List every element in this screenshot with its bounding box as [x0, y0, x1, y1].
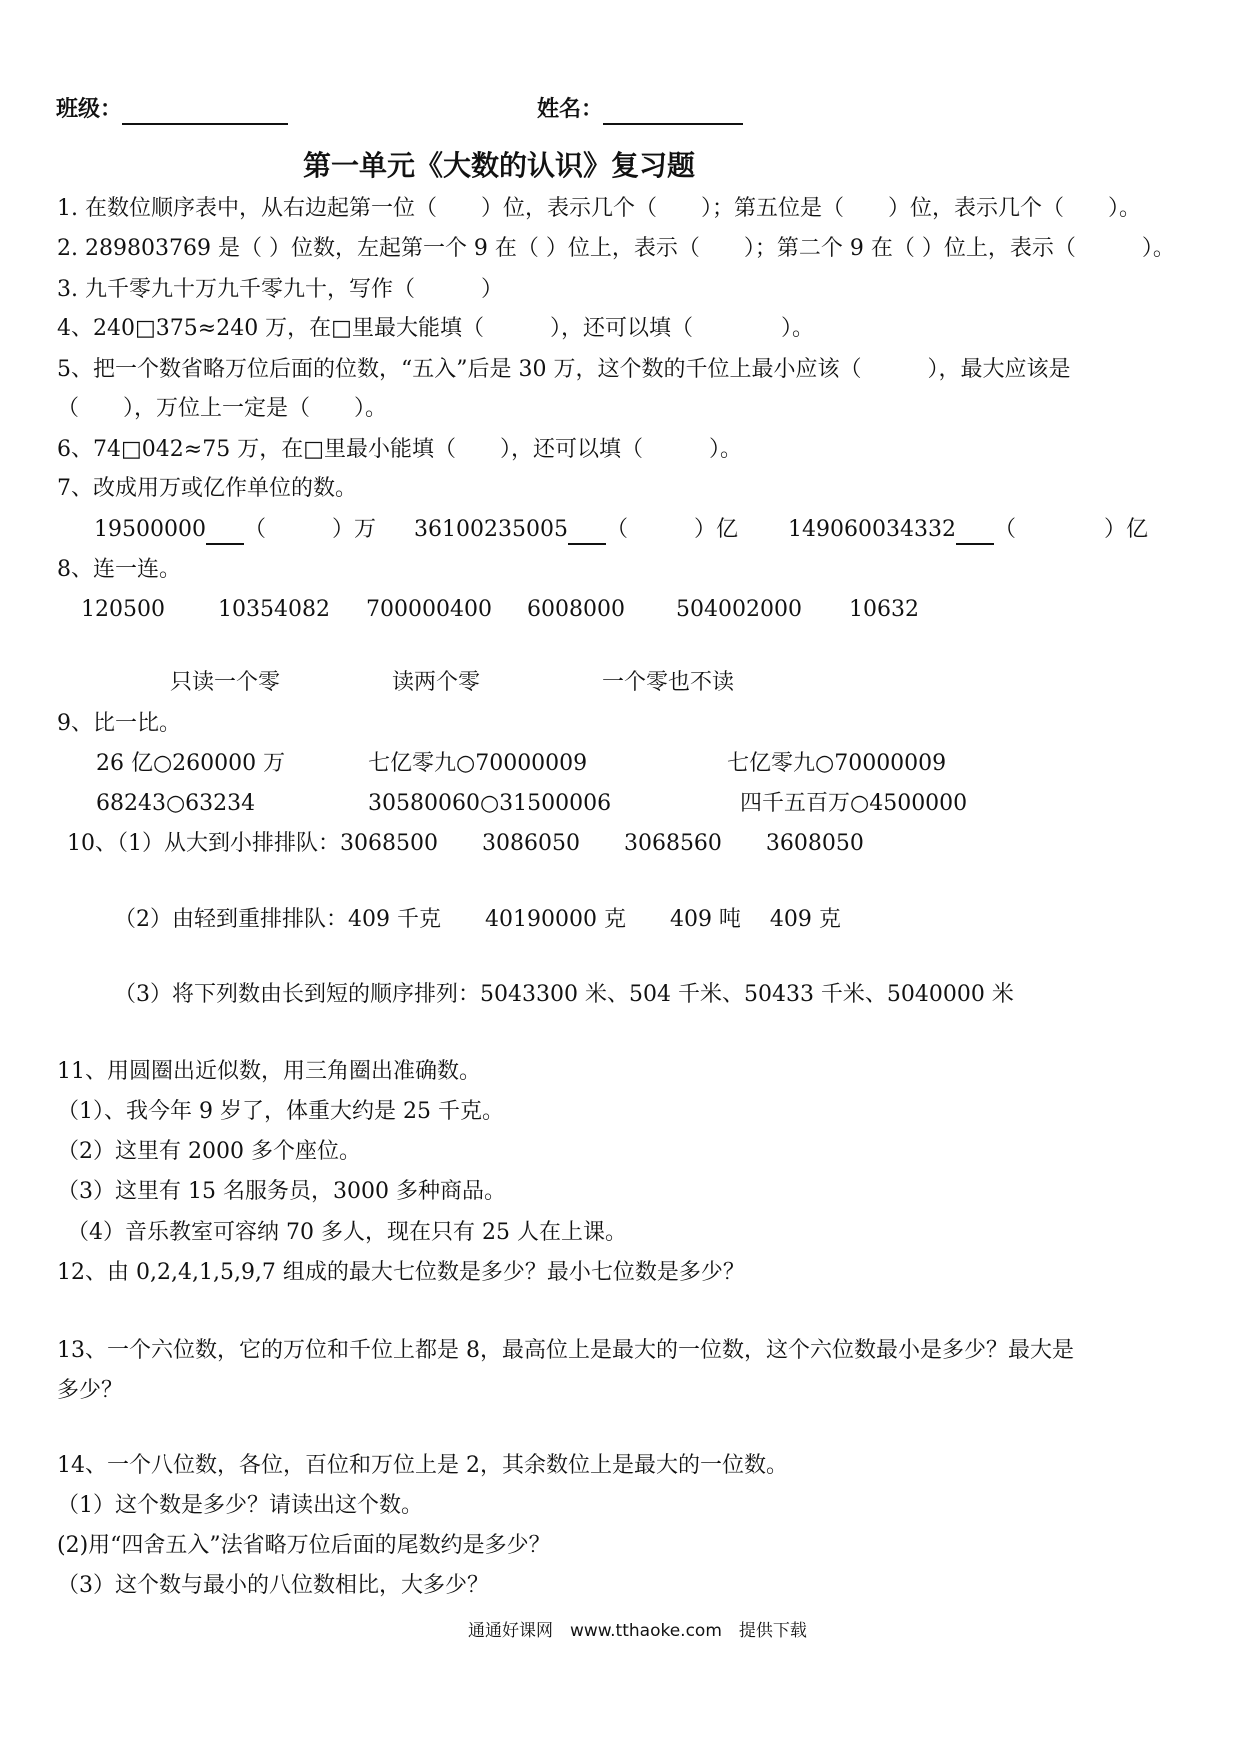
- question-5-line-1: 5、把一个数省略万位后面的位数，“五入”后是 30 万，这个数的千位上最小应该（ ），最大应该是: [57, 357, 1071, 382]
- q7-item-2: [414, 515, 738, 545]
- q8-label: 读两个零: [392, 670, 481, 695]
- q8-number: 120500: [81, 597, 165, 622]
- question-8: 8、连一连。: [57, 557, 181, 582]
- question-5-line-2: （ ），万位上一定是（ ）。: [57, 396, 388, 421]
- q8-number: 10354082: [218, 597, 330, 622]
- name-blank: [603, 101, 743, 125]
- q7-item-3: [788, 515, 1148, 545]
- question-13-line-1: 13、一个六位数，它的万位和千位上都是 8，最高位上是最大的一位数，这个六位数最小是多少？最大是: [57, 1338, 1074, 1363]
- q9-compare: 七亿零九○70000009: [368, 751, 588, 776]
- q7-item-2-text: （ ）亿: [605, 517, 738, 542]
- q7-item-1: [94, 515, 376, 545]
- question-7: 7、改成用万或亿作单位的数。: [57, 476, 357, 501]
- q8-number: 10632: [849, 597, 919, 622]
- class-field: [56, 95, 288, 125]
- q7-item-3-blank: [956, 521, 994, 545]
- q8-label: 一个零也不读: [602, 670, 735, 695]
- question-11-2: （2）这里有 2000 多个座位。: [57, 1139, 361, 1164]
- q9-compare: 30580060○31500006: [368, 791, 612, 816]
- question-11-3: （3）这里有 15 名服务员，3000 多种商品。: [57, 1179, 506, 1204]
- question-11-1: （1）、我今年 9 岁了，体重大约是 25 千克。: [57, 1099, 504, 1124]
- question-10-2: （2）由轻到重排排队：409 千克 40190000 克 409 吨 409 克: [114, 907, 841, 932]
- question-1: 1. 在数位顺序表中，从右边起第一位（ ）位，表示几个（ ）；第五位是（ ）位，表示几个（ ）。: [57, 196, 1141, 221]
- q8-number: 504002000: [676, 597, 802, 622]
- q7-item-2-number: 36100235005: [414, 517, 568, 542]
- q8-number: 6008000: [527, 597, 625, 622]
- q9-compare: 68243○63234: [96, 791, 256, 816]
- q7-item-3-text: （ ）亿: [993, 517, 1148, 542]
- q9-compare: 七亿零九○70000009: [727, 751, 947, 776]
- page-title: 第一单元《大数的认识》复习题: [303, 149, 696, 182]
- q9-compare: 26 亿○260000 万: [96, 751, 286, 776]
- q7-item-1-number: 19500000: [94, 517, 206, 542]
- q9-compare: 四千五百万○4500000: [740, 791, 968, 816]
- footer-text: 通通好课网 www.tthaoke.com 提供下载: [468, 1621, 807, 1641]
- question-14-1: （1）这个数是多少？请读出这个数。: [57, 1493, 423, 1518]
- question-10-1: 10、（1）从大到小排排队：3068500 3086050 3068560 3608050: [67, 831, 864, 856]
- question-14-3: （3）这个数与最小的八位数相比，大多少？: [57, 1573, 489, 1598]
- question-14-2: (2)用“四舍五入”法省略万位后面的尾数约是多少？: [57, 1533, 551, 1558]
- class-label: 班级：: [56, 97, 123, 122]
- q7-item-1-blank: [206, 521, 244, 545]
- name-label: 姓名：: [537, 97, 604, 122]
- question-13-line-2: 多少？: [57, 1378, 124, 1403]
- q8-label: 只读一个零: [170, 670, 281, 695]
- question-2: 2. 289803769 是（ ）位数，左起第一个 9 在（ ）位上，表示（ ）；第二个 9 在（ ）位上，表示（ ）。: [57, 236, 1175, 261]
- question-4: 4、240□375≈240 万，在□里最大能填（ ），还可以填（ ）。: [57, 316, 814, 341]
- q7-item-1-text: （ ）万: [243, 517, 376, 542]
- q7-item-2-blank: [568, 521, 606, 545]
- question-11: 11、用圆圈出近似数，用三角圈出准确数。: [57, 1059, 481, 1084]
- question-6: 6、74□042≈75 万，在□里最小能填（ ），还可以填（ ）。: [57, 437, 742, 462]
- question-10-3: （3）将下列数由长到短的顺序排列：5043300 米、504 千米、50433 千米、5040000 米: [114, 982, 1014, 1007]
- question-14: 14、一个八位数，各位，百位和万位上是 2，其余数位上是最大的一位数。: [57, 1453, 788, 1478]
- name-field: [537, 95, 743, 125]
- q8-number: 700000400: [366, 597, 492, 622]
- question-3: 3. 九千零九十万九千零九十，写作（ ）: [57, 277, 503, 302]
- q7-item-3-number: 149060034332: [788, 517, 956, 542]
- question-9: 9、比一比。: [57, 711, 181, 736]
- question-12: 12、由 0,2,4,1,5,9,7 组成的最大七位数是多少？最小七位数是多少？: [57, 1260, 745, 1285]
- class-blank: [122, 101, 288, 125]
- question-11-4: （4）音乐教室可容纳 70 多人，现在只有 25 人在上课。: [67, 1220, 627, 1245]
